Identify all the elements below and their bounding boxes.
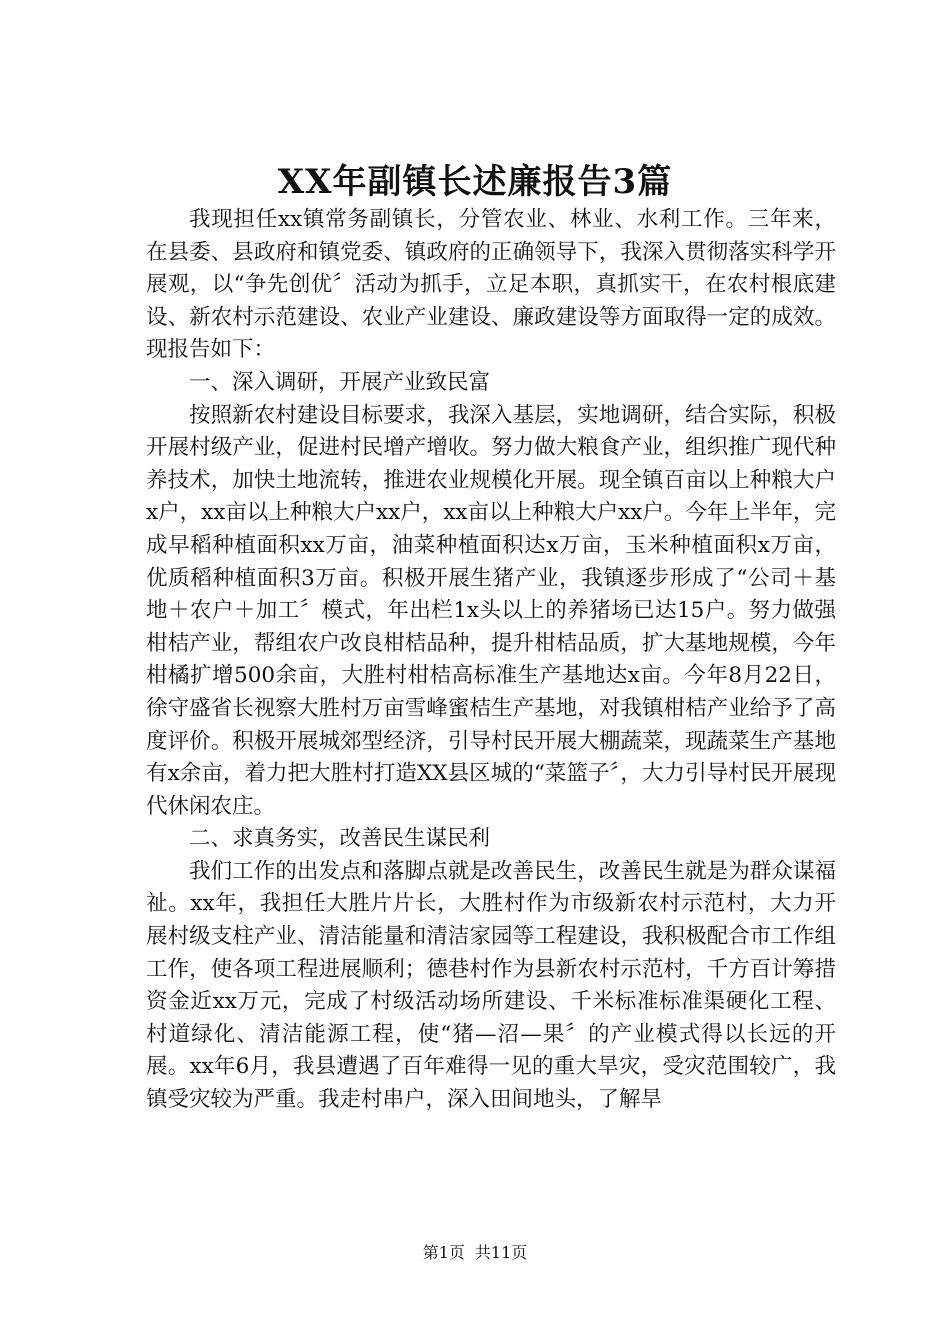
paragraph-section-2: 我们工作的出发点和落脚点就是改善民生，改善民生就是为群众谋福祉。xx年，我担任大胜片片长，大胜村作为市级新农村示范村，大力开展村级支柱产业、清洁能量和清洁家园等工程建设，我积极配合市工作组工作，使各项工程进展顺利；德巷村作为县新农村示范村，千方百计筹措资金近xx万元，完成了村级活动场所建设、千米标准标准渠硬化工程、村道绿化、清洁能源工程，使“猪—沼—果〞的产业模式得以长远的开展。xx年6月，我县遭遇了百年难得一见的重大旱灾，受灾范围较广，我镇受灾较为严重。我走村串户，深入田间地头，了解旱 [146, 858, 836, 1113]
section-heading-2: 二、求真务实，改善民生谋民利 [189, 826, 491, 852]
page-footer [0, 1242, 950, 1264]
paragraph-intro: 我现担任xx镇常务副镇长，分管农业、林业、水利工作。三年来，在县委、县政府和镇党委、镇政府的正确领导下，我深入贯彻落实科学开展观，以“争先创优〞活动为抓手，立足本职，真抓实干，在农村根底建设、新农村示范建设、农业产业建设、廉政建设等方面取得一定的成效。现报告如下： [146, 207, 836, 363]
page-total: 共11页 [474, 1243, 528, 1262]
document-title: XX年副镇长述廉报告3篇 [277, 162, 673, 202]
section-heading-1: 一、深入调研，开展产业致民富 [189, 369, 491, 395]
paragraph-section-1: 按照新农村建设目标要求，我深入基层，实地调研，结合实际，积极开展村级产业，促进村民增产增收。努力做大粮食产业，组织推广现代种养技术，加快土地流转，推进农业规模化开展。现全镇百亩以上种粮大户x户，xx亩以上种粮大户xx户，xx亩以上种粮大户xx户。今年上半年，完成早稻种植面积xx万亩，油菜种植面积达x万亩，玉米种植面积x万亩，优质稻种植面积3万亩。积极开展生猪产业，我镇逐步形成了“公司＋基地＋农户＋加工〞模式，年出栏1x头以上的养猪场已达15户。努力做强柑桔产业，帮组农户改良柑桔品种，提升柑桔品质，扩大基地规模，今年柑橘扩增500余亩，大胜村柑桔高标准生产基地达x亩。今年8月22日，徐守盛省长视察大胜村万亩雪峰蜜桔生产基地，对我镇柑桔产业给予了高度评价。积极开展城郊型经济，引导村民开展大棚蔬菜，现蔬菜生产基地有x余亩，着力把大胜村打造XX县区城的“菜篮子〞，大力引导村民开展现代休闲农庄。 [146, 402, 836, 819]
document-body [146, 204, 836, 1117]
page-number: 第1页 [422, 1243, 465, 1262]
